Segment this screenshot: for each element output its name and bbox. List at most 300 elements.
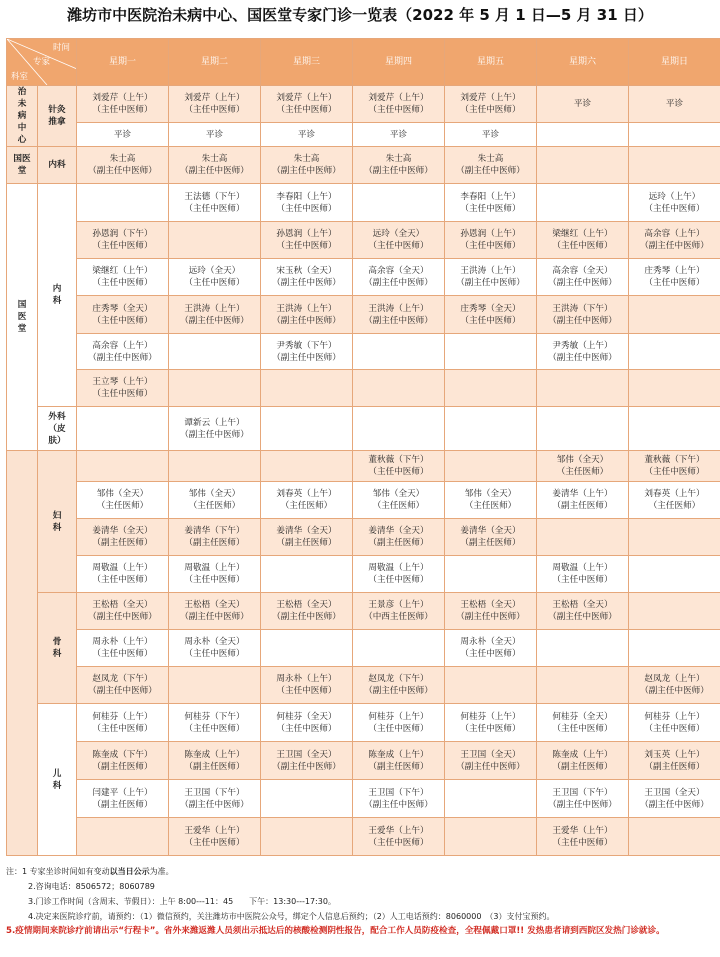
- doctor-title: （主任中医师）: [644, 278, 705, 288]
- day-header: 星期五: [445, 39, 537, 86]
- schedule-cell: [629, 593, 720, 630]
- subsection-neike-top: 内科: [38, 147, 77, 184]
- schedule-cell: [629, 482, 720, 519]
- doctor-title: （主任中医师）: [92, 241, 153, 251]
- schedule-cell: [629, 86, 720, 123]
- doctor-title: （主任医师）: [96, 501, 149, 511]
- doctor-title: （副主任中医师）: [640, 799, 709, 810]
- doctor-shift: 高余容（全天）: [368, 266, 429, 276]
- table-row: [7, 296, 720, 334]
- doctor-shift: 尹秀敏（下午）: [276, 340, 337, 351]
- doctor-title: （主任中医师）: [552, 575, 613, 585]
- doctor-shift: 赵凤龙（下午）: [368, 674, 429, 684]
- doctor-shift: 王松梧（全天）: [92, 600, 153, 610]
- table-row: [7, 630, 720, 667]
- doctor-shift: 李春阳（上午）: [276, 191, 337, 202]
- doctor-shift: 朱士高: [201, 154, 228, 164]
- doctor-shift: 王立琴（上午）: [92, 377, 153, 387]
- doctor-shift: 何桂芬（上午）: [368, 711, 429, 722]
- subsection-erke: 儿科: [38, 704, 77, 856]
- schedule-cell: [537, 667, 629, 704]
- schedule-cell: [353, 370, 445, 407]
- doctor-shift: 周敬温（上午）: [552, 563, 613, 573]
- doctor-title: （副主任医师）: [368, 538, 429, 548]
- doctor-title: （主任中医师）: [92, 105, 153, 115]
- schedule-cell: [261, 259, 353, 296]
- schedule-cell: [629, 334, 720, 370]
- schedule-cell: [629, 519, 720, 556]
- doctor-shift: 刘爱芹（上午）: [276, 93, 337, 103]
- doctor-shift: 邹伟（全天）: [372, 489, 425, 499]
- doctor-shift: 宋玉秋（全天）: [276, 266, 337, 276]
- schedule-cell: [77, 184, 169, 222]
- doctor-shift: 远玲（全天）: [372, 229, 425, 239]
- doctor-title: （主任医师）: [188, 501, 241, 511]
- doctor-shift: 平诊: [481, 129, 500, 140]
- schedule-cell: [445, 86, 537, 123]
- doctor-shift: 王洪涛（上午）: [184, 303, 245, 314]
- doctor-shift: 周永朴（上午）: [276, 674, 337, 684]
- doctor-shift: 孙恩润（上午）: [460, 229, 521, 239]
- doctor-title: （副主任中医师）: [640, 686, 709, 696]
- doctor-shift: 王卫国（下午）: [552, 787, 613, 798]
- schedule-cell: [169, 519, 261, 556]
- schedule-cell: [445, 222, 537, 259]
- schedule-cell: [445, 370, 537, 407]
- doctor-title: （主任中医师）: [368, 837, 429, 848]
- doctor-shift: 董秋薇（下午）: [644, 455, 705, 465]
- doctor-shift: 王法德（下午）: [184, 191, 245, 202]
- schedule-cell: [353, 123, 445, 147]
- doctor-title: （副主任中医师）: [548, 315, 617, 326]
- doctor-shift: 何桂芬（上午）: [460, 711, 521, 722]
- corner-expert: 专家: [33, 57, 51, 67]
- schedule-cell: [537, 519, 629, 556]
- doctor-shift: 何桂芬（下午）: [184, 711, 245, 722]
- doctor-shift: 赵凤龙（下午）: [92, 674, 153, 684]
- subsection-neike: 内科: [38, 184, 77, 407]
- doctor-title: （主任中医师）: [276, 105, 337, 115]
- schedule-cell: [261, 630, 353, 667]
- schedule-cell: [169, 86, 261, 123]
- doctor-shift: 陈奎成（上午）: [368, 749, 429, 760]
- schedule-cell: [537, 780, 629, 818]
- doctor-title: （主任中医师）: [276, 241, 337, 251]
- day-header: 星期三: [261, 39, 353, 86]
- schedule-cell: [445, 630, 537, 667]
- doctor-title: （主任中医师）: [184, 203, 245, 214]
- schedule-cell: [77, 259, 169, 296]
- schedule-table: [6, 38, 720, 856]
- schedule-cell: [261, 482, 353, 519]
- schedule-cell: [169, 222, 261, 259]
- schedule-cell: [261, 519, 353, 556]
- schedule-cell: [629, 123, 720, 147]
- schedule-cell: [353, 630, 445, 667]
- table-row: [7, 222, 720, 259]
- schedule-cell: [629, 407, 720, 451]
- doctor-title: （副主任医师）: [184, 761, 245, 772]
- doctor-title: （副主任中医师）: [364, 278, 433, 288]
- doctor-shift: 王卫国（下午）: [368, 787, 429, 798]
- doctor-shift: 刘春英（上午）: [644, 489, 705, 499]
- schedule-cell: [445, 667, 537, 704]
- schedule-cell: [537, 184, 629, 222]
- doctor-title: （主任中医师）: [184, 278, 245, 288]
- doctor-shift: 王松梧（全天）: [184, 600, 245, 610]
- corner-header: [7, 39, 77, 86]
- doctor-title: （副主任中医师）: [548, 799, 617, 810]
- schedule-cell: [169, 407, 261, 451]
- schedule-cell: [537, 296, 629, 334]
- schedule-cell: [537, 556, 629, 593]
- doctor-shift: 刘春英（上午）: [276, 489, 337, 499]
- schedule-cell: [537, 123, 629, 147]
- doctor-shift: 庄秀琴（全天）: [92, 303, 153, 314]
- doctor-title: （副主任中医师）: [640, 241, 709, 251]
- schedule-cell: [261, 147, 353, 184]
- table-row: [7, 184, 720, 222]
- doctor-shift: 何桂芬（上午）: [644, 711, 705, 722]
- schedule-cell: [629, 704, 720, 742]
- doctor-title: （主任医师）: [556, 467, 609, 477]
- doctor-title: （主任中医师）: [368, 575, 429, 585]
- schedule-cell: [537, 818, 629, 856]
- schedule-cell: [261, 556, 353, 593]
- schedule-cell: [353, 482, 445, 519]
- schedule-cell: [261, 780, 353, 818]
- doctor-title: （主任中医师）: [644, 467, 705, 477]
- doctor-title: （主任中医师）: [460, 241, 521, 251]
- schedule-cell: [77, 86, 169, 123]
- doctor-shift: 姜清华（全天）: [368, 526, 429, 536]
- doctor-shift: 高余容（全天）: [552, 266, 613, 276]
- doctor-title: （主任中医师）: [184, 105, 245, 115]
- schedule-cell: [629, 370, 720, 407]
- schedule-cell: [629, 780, 720, 818]
- doctor-title: （副主任中医师）: [88, 686, 157, 696]
- doctor-title: （主任中医师）: [368, 105, 429, 115]
- schedule-cell: [261, 334, 353, 370]
- schedule-cell: [353, 451, 445, 482]
- doctor-shift: 周永朴（上午）: [92, 637, 153, 647]
- doctor-title: （副主任医师）: [368, 761, 429, 772]
- schedule-cell: [261, 742, 353, 780]
- schedule-cell: [77, 451, 169, 482]
- schedule-cell: [261, 123, 353, 147]
- doctor-shift: 陈奎成（上午）: [184, 749, 245, 760]
- doctor-shift: 姜清华（全天）: [276, 526, 337, 536]
- schedule-cell: [169, 780, 261, 818]
- doctor-shift: 朱士高: [385, 154, 412, 164]
- schedule-cell: [261, 451, 353, 482]
- schedule-cell: [169, 630, 261, 667]
- schedule-cell: [77, 482, 169, 519]
- table-row: [7, 780, 720, 818]
- doctor-title: （主任中医师）: [368, 241, 429, 251]
- doctor-title: （副主任医师）: [552, 761, 613, 772]
- doctor-shift: 庄秀琴（上午）: [644, 266, 705, 276]
- doctor-shift: 邹伟（全天）: [556, 455, 609, 465]
- doctor-title: （主任中医师）: [92, 389, 153, 399]
- schedule-cell: [77, 147, 169, 184]
- subsection-guke: 骨科: [38, 593, 77, 704]
- corner-time: 时间: [52, 43, 70, 53]
- subsection-fuke: 妇科: [38, 451, 77, 593]
- doctor-shift: 姜清华（下午）: [184, 526, 245, 536]
- doctor-title: （主任医师）: [372, 501, 425, 511]
- doctor-title: （主任中医师）: [460, 723, 521, 734]
- schedule-cell: [537, 407, 629, 451]
- schedule-cell: [445, 123, 537, 147]
- schedule-cell: [261, 184, 353, 222]
- doctor-shift: 周永朴（全天）: [460, 637, 521, 647]
- table-row: [7, 123, 720, 147]
- schedule-cell: [77, 667, 169, 704]
- doctor-title: （副主任中医师）: [456, 278, 525, 288]
- doctor-title: （主任中医师）: [276, 686, 337, 696]
- schedule-cell: [629, 296, 720, 334]
- doctor-shift: 刘玉英（上午）: [644, 749, 705, 760]
- schedule-cell: [353, 86, 445, 123]
- doctor-shift: 庄秀琴（全天）: [460, 303, 521, 314]
- schedule-cell: [77, 630, 169, 667]
- schedule-cell: [537, 704, 629, 742]
- schedule-cell: [445, 818, 537, 856]
- doctor-shift: 王爱华（上午）: [368, 825, 429, 836]
- schedule-cell: [353, 593, 445, 630]
- schedule-cell: [445, 742, 537, 780]
- doctor-title: （副主任中医师）: [180, 799, 249, 810]
- doctor-shift: 孙恩润（下午）: [92, 229, 153, 239]
- doctor-title: （副主任中医师）: [456, 166, 525, 176]
- doctor-shift: 王洪涛（上午）: [368, 303, 429, 314]
- schedule-cell: [169, 334, 261, 370]
- note-3: 3.门诊工作时间（含周末、节假日）：上午 8:00---11：45 下午：13:30---17:30。: [28, 897, 336, 906]
- table-row: [7, 407, 720, 451]
- doctor-shift: 平诊: [665, 99, 684, 109]
- doctor-title: （副主任医师）: [184, 538, 245, 548]
- schedule-cell: [629, 147, 720, 184]
- schedule-cell: [77, 370, 169, 407]
- schedule-cell: [353, 147, 445, 184]
- schedule-cell: [353, 222, 445, 259]
- doctor-shift: 王爱华（上午）: [184, 825, 245, 836]
- schedule-cell: [169, 742, 261, 780]
- doctor-title: （副主任中医师）: [548, 612, 617, 622]
- doctor-shift: 何桂芬（上午）: [92, 711, 153, 722]
- section-gyt: 国医堂: [7, 184, 38, 451]
- schedule-cell: [169, 123, 261, 147]
- doctor-title: （副主任中医师）: [88, 166, 157, 176]
- doctor-shift: 高余容（上午）: [644, 229, 705, 239]
- schedule-cell: [445, 780, 537, 818]
- schedule-cell: [77, 704, 169, 742]
- schedule-cell: [169, 704, 261, 742]
- doctor-title: （副主任中医师）: [456, 612, 525, 622]
- schedule-cell: [629, 742, 720, 780]
- doctor-title: （副主任中医师）: [364, 686, 433, 696]
- day-header: 星期四: [353, 39, 445, 86]
- doctor-title: （副主任医师）: [92, 799, 153, 810]
- doctor-shift: 王洪涛（下午）: [552, 303, 613, 314]
- schedule-cell: [169, 818, 261, 856]
- header-row: [7, 39, 720, 86]
- subsection-zjtn: 针灸推拿: [38, 86, 77, 147]
- doctor-title: （主任中医师）: [92, 723, 153, 734]
- doctor-title: （主任中医师）: [184, 649, 245, 659]
- schedule-cell: [353, 818, 445, 856]
- doctor-shift: 远玲（上午）: [648, 191, 701, 202]
- doctor-shift: 周敬温（上午）: [92, 563, 153, 573]
- schedule-cell: [353, 556, 445, 593]
- section-zwb: 治未病中心: [7, 86, 38, 147]
- schedule-cell: [629, 630, 720, 667]
- schedule-cell: [261, 407, 353, 451]
- doctor-shift: 陈奎成（上午）: [552, 749, 613, 760]
- doctor-shift: 姜清华（全天）: [460, 526, 521, 536]
- doctor-shift: 王景彦（上午）: [368, 600, 429, 610]
- schedule-cell: [353, 742, 445, 780]
- doctor-title: （主任中医师）: [552, 723, 613, 734]
- schedule-cell: [169, 296, 261, 334]
- doctor-shift: 王卫国（下午）: [184, 787, 245, 798]
- schedule-cell: [169, 259, 261, 296]
- section-gyt-top: 国医堂: [7, 147, 38, 184]
- doctor-shift: 周永朴（全天）: [184, 637, 245, 647]
- schedule-cell: [353, 407, 445, 451]
- schedule-cell: [537, 593, 629, 630]
- doctor-shift: 姜清华（全天）: [92, 526, 153, 536]
- doctor-title: （主任中医师）: [644, 723, 705, 734]
- schedule-cell: [537, 630, 629, 667]
- schedule-cell: [629, 222, 720, 259]
- doctor-shift: 王松梧（全天）: [276, 600, 337, 610]
- schedule-cell: [77, 556, 169, 593]
- schedule-cell: [77, 780, 169, 818]
- doctor-shift: 刘爱芹（上午）: [368, 93, 429, 103]
- doctor-title: （主任中医师）: [276, 723, 337, 734]
- schedule-cell: [445, 407, 537, 451]
- doctor-title: （主任中医师）: [276, 203, 337, 214]
- doctor-shift: 邹伟（全天）: [188, 489, 241, 499]
- doctor-shift: 刘爱芹（上午）: [184, 93, 245, 103]
- subsection-waike: 外科（皮肤）: [38, 407, 77, 451]
- schedule-cell: [77, 123, 169, 147]
- schedule-cell: [629, 451, 720, 482]
- doctor-title: （主任医师）: [648, 501, 701, 511]
- schedule-cell: [445, 556, 537, 593]
- doctor-title: （副主任中医师）: [364, 166, 433, 176]
- schedule-cell: [353, 704, 445, 742]
- schedule-cell: [261, 667, 353, 704]
- doctor-title: （副主任中医师）: [364, 315, 433, 326]
- schedule-cell: [537, 86, 629, 123]
- schedule-cell: [537, 370, 629, 407]
- table-row: [7, 556, 720, 593]
- schedule-cell: [261, 370, 353, 407]
- doctor-shift: 梁继红（上午）: [552, 229, 613, 239]
- doctor-title: （副主任医师）: [460, 538, 521, 548]
- note-2: 2.咨询电话：8506572；8060789: [28, 882, 155, 891]
- doctor-shift: 周敬温（上午）: [184, 563, 245, 573]
- doctor-shift: 远玲（全天）: [188, 266, 241, 276]
- doctor-shift: 梁继红（上午）: [92, 266, 153, 276]
- schedule-cell: [77, 742, 169, 780]
- table-row: [7, 334, 720, 370]
- schedule-cell: [169, 482, 261, 519]
- table-row: [7, 451, 720, 482]
- note-1: 注：1 专家坐诊时间如有变动以当日公示为准。: [6, 867, 174, 876]
- doctor-shift: 周敬温（上午）: [368, 563, 429, 573]
- doctor-title: （主任中医师）: [460, 203, 521, 214]
- doctor-title: （副主任中医师）: [272, 166, 341, 176]
- doctor-title: （主任中医师）: [460, 315, 521, 326]
- doctor-title: （副主任医师）: [276, 538, 337, 548]
- doctor-title: （副主任中医师）: [548, 278, 617, 288]
- schedule-cell: [77, 222, 169, 259]
- schedule-cell: [261, 704, 353, 742]
- schedule-cell: [537, 482, 629, 519]
- table-row: [7, 593, 720, 630]
- schedule-cell: [537, 147, 629, 184]
- table-row: [7, 259, 720, 296]
- schedule-cell: [353, 334, 445, 370]
- schedule-cell: [261, 296, 353, 334]
- doctor-shift: 赵凤龙（上午）: [644, 674, 705, 684]
- page-title: 潍坊市中医院治未病中心、国医堂专家门诊一览表（2022 年 5 月 1 日—5 月 31 日）: [67, 6, 653, 24]
- doctor-title: （副主任中医师）: [272, 315, 341, 326]
- day-header: 星期二: [169, 39, 261, 86]
- schedule-cell: [537, 742, 629, 780]
- doctor-shift: 何桂芬（全天）: [276, 711, 337, 722]
- note-4: 4.决定来医院诊疗前，请预约：（1）微信预约，关注潍坊市中医院公众号，绑定个人信息后预约；（2）人工电话预约：8060000 （3）支付宝预约。: [28, 912, 555, 921]
- doctor-title: （副主任中医师）: [180, 612, 249, 622]
- schedule-cell: [261, 818, 353, 856]
- schedule-cell: [537, 334, 629, 370]
- schedule-cell: [445, 482, 537, 519]
- doctor-title: （主任中医师）: [92, 649, 153, 659]
- table-row: [7, 704, 720, 742]
- table-row: [7, 86, 720, 123]
- note-5-notice: 5.疫情期间来院诊疗前请出示“行程卡”。省外来潍返潍人员须出示抵达后的核酸检测阴性报告，配合工作人员防疫检查，全程佩戴口罩!! 发热患者请到西院区发热门诊就诊。: [6, 926, 665, 936]
- doctor-shift: 孙恩润（上午）: [276, 229, 337, 239]
- doctor-title: （主任中医师）: [184, 837, 245, 848]
- schedule-cell: [261, 593, 353, 630]
- schedule-cell: [445, 147, 537, 184]
- schedule-cell: [445, 184, 537, 222]
- doctor-title: （副主任医师）: [92, 538, 153, 548]
- schedule-cell: [537, 259, 629, 296]
- table-row: [7, 742, 720, 780]
- doctor-shift: 平诊: [297, 129, 316, 140]
- schedule-cell: [77, 296, 169, 334]
- doctor-shift: 王卫国（全天）: [460, 749, 521, 760]
- doctor-title: （主任医师）: [464, 501, 517, 511]
- table-row: [7, 370, 720, 407]
- doctor-title: （副主任中医师）: [272, 761, 341, 772]
- doctor-title: （主任中医师）: [92, 575, 153, 585]
- doctor-title: （副主任中医师）: [180, 166, 249, 176]
- schedule-cell: [77, 593, 169, 630]
- doctor-shift: 刘爱芹（上午）: [92, 93, 153, 103]
- corner-dept: 科室: [11, 72, 29, 82]
- doctor-shift: 朱士高: [477, 154, 504, 164]
- schedule-cell: [353, 184, 445, 222]
- schedule-cell: [629, 818, 720, 856]
- doctor-shift: 平诊: [389, 129, 408, 140]
- schedule-cell: [169, 667, 261, 704]
